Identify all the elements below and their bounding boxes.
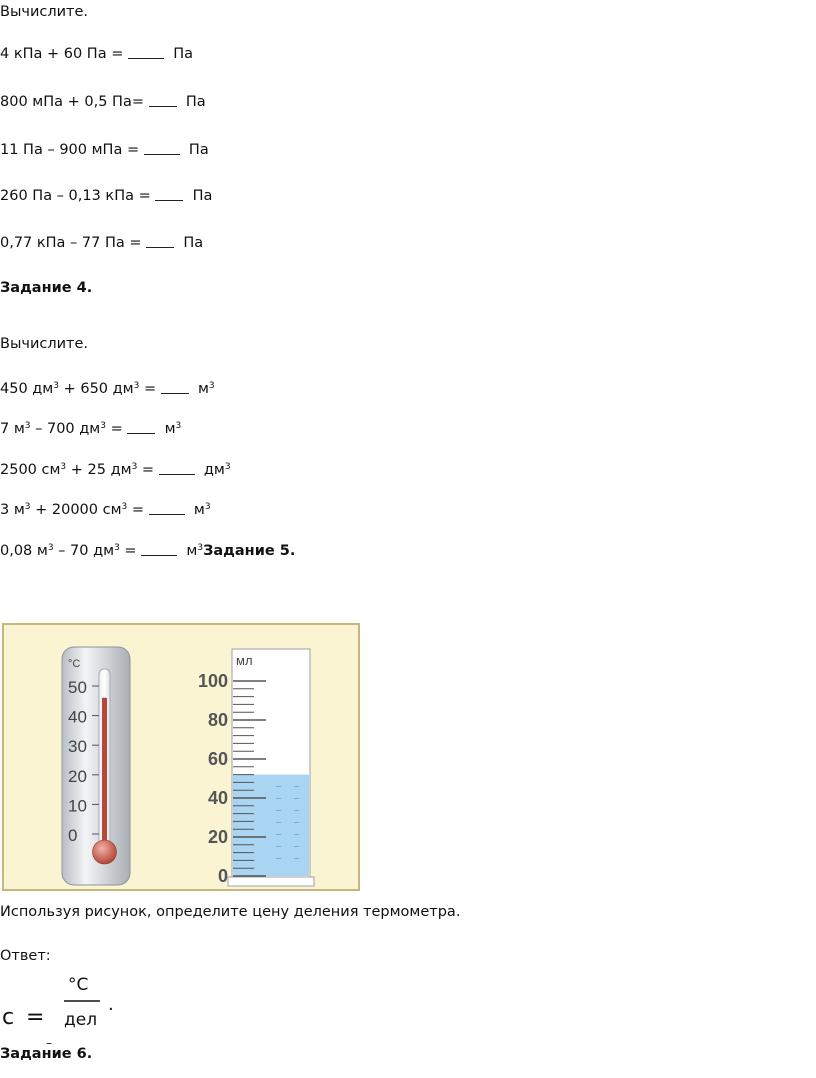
formula-equals: =: [26, 1005, 45, 1030]
unit-power: 3: [224, 462, 231, 472]
answer-formula: [0, 970, 140, 1050]
answer-blank[interactable]: [161, 393, 189, 394]
term-b-power: 3: [133, 381, 140, 391]
volume-exercise: [0, 457, 231, 480]
term-b-power: 3: [100, 421, 106, 431]
task-4-heading: Задание 4.: [0, 280, 93, 296]
term-b-power: 3: [114, 543, 120, 553]
pressure-exercise: [0, 233, 203, 253]
question-text: Используя рисунок, определите цену деления термометра.: [0, 904, 461, 920]
pressure-exercise: [0, 140, 209, 160]
formula-under-mark: –: [46, 1036, 52, 1050]
thermometer-tick-label: 30: [68, 737, 87, 757]
pressure-exercise: [0, 92, 206, 112]
exercise-expression: 4 кПа + 60 Па =: [0, 46, 128, 62]
thermometer-bulb: [93, 840, 117, 864]
unit-power: 3: [175, 421, 182, 431]
term-b: – 700 дм: [30, 421, 101, 437]
formula-end-dot: .: [108, 994, 114, 1015]
answer-label: Ответ:: [0, 948, 51, 964]
answer-blank[interactable]: [144, 154, 180, 155]
exercise-unit: Па: [183, 235, 204, 251]
term-a: 2500 см: [0, 462, 61, 478]
cylinder-tick-label: 20: [207, 827, 228, 847]
term-a: 7 м: [0, 421, 25, 437]
equals-sign: =: [137, 462, 159, 478]
thermometer-tick-label: 0: [68, 826, 78, 845]
exercise-unit: дм: [203, 462, 225, 478]
answer-blank[interactable]: [128, 58, 164, 59]
cylinder-tick-label: 40: [207, 788, 228, 808]
volume-exercise: [0, 538, 295, 561]
term-b-power: 3: [131, 462, 138, 472]
exercise-unit: Па: [173, 46, 193, 62]
equals-sign: =: [127, 502, 149, 518]
answer-blank[interactable]: [141, 555, 177, 556]
unit-power: 3: [204, 502, 211, 512]
task-6-heading: Задание 6.: [0, 1046, 93, 1062]
answer-blank[interactable]: [127, 433, 155, 434]
term-a: 450 дм: [0, 381, 54, 397]
exercise-unit: Па: [185, 94, 206, 110]
exercise-expression: 11 Па – 900 мПа =: [0, 142, 144, 158]
formula-lhs: с: [2, 1005, 15, 1030]
calc-heading-1: Вычислите.: [0, 4, 89, 20]
term-a: 0,08 м: [0, 543, 48, 559]
exercise-unit: Па: [188, 142, 209, 158]
term-a-power: 3: [24, 502, 31, 512]
term-a-power: 3: [47, 543, 54, 553]
thermometer-tick-label: 40: [68, 707, 87, 727]
formula-numerator: °С: [68, 975, 89, 995]
thermometer-tick-label: 20: [68, 766, 87, 786]
answer-blank[interactable]: [155, 200, 183, 201]
pressure-exercise: [0, 186, 212, 206]
thermometer-tick-label: 50: [68, 678, 87, 697]
exercise-expression: 0,77 кПа – 77 Па =: [0, 235, 147, 251]
exercise-expression: 260 Па – 0,13 кПа =: [0, 188, 156, 204]
equals-sign: =: [119, 543, 142, 559]
term-a: 3 м: [0, 502, 25, 518]
volume-exercise: [0, 376, 215, 399]
thermometer-cylinder-figure: [2, 623, 360, 891]
thermometer-mercury: [102, 698, 107, 847]
answer-blank[interactable]: [149, 514, 185, 515]
answer-blank[interactable]: [159, 474, 195, 475]
inline-task-heading: Задание 5.: [203, 543, 296, 559]
answer-blank[interactable]: [146, 247, 174, 248]
figure-drawing: [4, 625, 358, 889]
term-b: + 650 дм: [58, 381, 134, 397]
cylinder-tick-label: 60: [207, 749, 228, 769]
exercise-unit: м: [186, 543, 198, 559]
calc-heading-2: Вычислите.: [0, 336, 89, 352]
exercise-unit: м: [197, 381, 209, 397]
unit-power: 3: [208, 381, 215, 391]
term-a-power: 3: [24, 421, 31, 431]
term-a-power: 3: [53, 381, 59, 391]
thermometer-tick-label: 10: [68, 796, 87, 816]
cylinder-tick-label: 100: [197, 671, 228, 691]
thermometer-unit-label: °С: [68, 658, 81, 670]
cylinder-tick-label: 80: [207, 710, 228, 730]
pressure-exercise: [0, 44, 193, 64]
term-b: – 70 дм: [53, 543, 115, 559]
term-b: + 25 дм: [66, 462, 132, 478]
volume-exercise: [0, 416, 181, 439]
term-b: + 20000 см: [30, 502, 122, 518]
term-a-power: 3: [60, 462, 67, 472]
equals-sign: =: [105, 421, 128, 437]
exercise-unit: м: [164, 421, 176, 437]
equals-sign: =: [139, 381, 161, 397]
term-b-power: 3: [121, 502, 128, 512]
exercise-unit: м: [193, 502, 205, 518]
exercise-unit: Па: [192, 188, 213, 204]
volume-exercise: [0, 497, 211, 520]
unit-power: 3: [197, 543, 204, 553]
cylinder-tick-label: 0: [217, 866, 228, 886]
exercise-expression: 800 мПа + 0,5 Па=: [0, 94, 149, 110]
cylinder-base: [228, 877, 314, 886]
answer-blank[interactable]: [149, 106, 177, 107]
formula-denominator: дел: [64, 1010, 98, 1030]
cylinder-unit-label: мл: [236, 653, 253, 668]
